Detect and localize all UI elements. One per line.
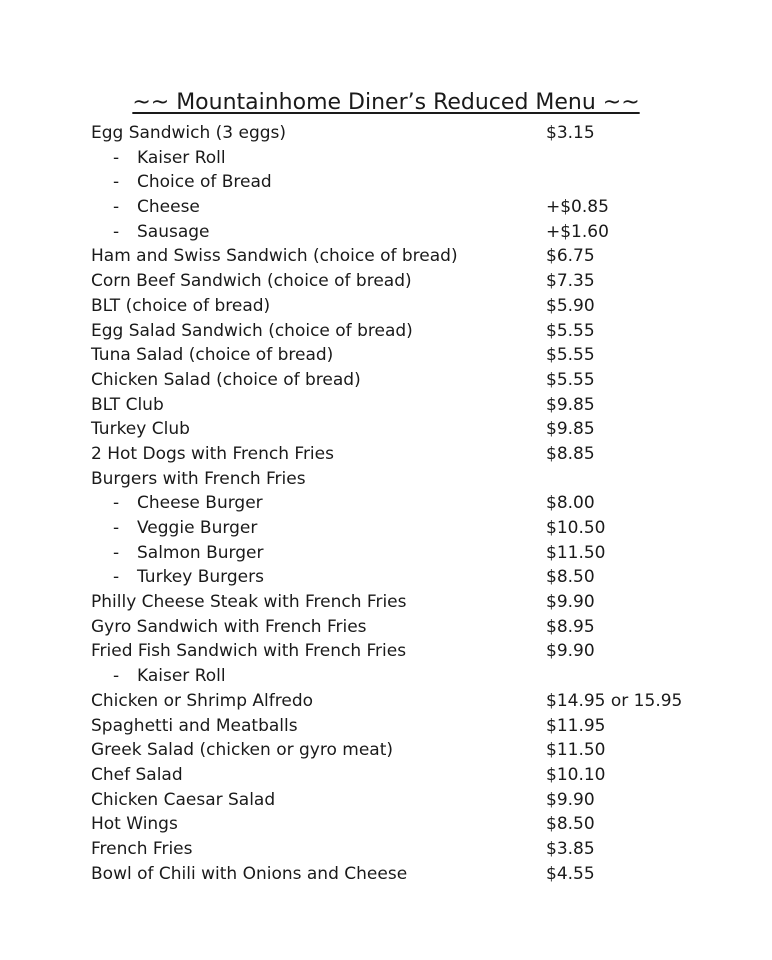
item-price: $9.85 xyxy=(546,419,595,440)
item-price: $7.35 xyxy=(546,271,595,292)
item-name: Corn Beef Sandwich (choice of bread) xyxy=(91,271,412,292)
item-price: $8.50 xyxy=(546,814,595,835)
menu-subitem xyxy=(91,541,731,566)
item-price: $9.90 xyxy=(546,789,595,810)
menu-list xyxy=(91,121,731,886)
subitem-dash: - xyxy=(113,221,120,242)
item-name: Bowl of Chili with Onions and Cheese xyxy=(91,863,408,884)
item-name: Kaiser Roll xyxy=(137,666,226,687)
menu-item xyxy=(91,837,731,862)
item-name: Greek Salad (chicken or gyro meat) xyxy=(91,740,393,761)
menu-item xyxy=(91,269,731,294)
item-price: $5.55 xyxy=(546,369,595,390)
subitem-dash: - xyxy=(113,518,120,538)
item-name: Chef Salad xyxy=(91,764,183,785)
item-name: Burgers with French Fries xyxy=(91,468,306,489)
item-name: BLT (choice of bread) xyxy=(91,295,271,316)
item-price: $5.55 xyxy=(546,320,595,341)
item-price: $3.85 xyxy=(546,838,595,859)
item-price: $11.95 xyxy=(546,715,606,736)
item-price: $5.90 xyxy=(546,295,595,316)
item-name: Turkey Club xyxy=(91,419,190,440)
item-name: Cheese Burger xyxy=(137,493,263,514)
subitem-dash: - xyxy=(113,172,120,193)
item-name: Choice of Bread xyxy=(137,172,272,193)
item-name: Veggie Burger xyxy=(137,518,258,538)
menu-item xyxy=(91,319,731,344)
menu-item xyxy=(91,639,731,664)
menu-subitem xyxy=(91,195,731,220)
item-price: $8.85 xyxy=(546,443,595,464)
menu-title: ~~ Mountainhome Diner’s Reduced Menu ~~ xyxy=(132,90,640,115)
menu-item xyxy=(91,738,731,763)
item-price: +$0.85 xyxy=(546,197,609,218)
menu-item xyxy=(91,467,731,492)
item-name: Kaiser Roll xyxy=(137,147,226,168)
menu-subitem xyxy=(91,516,731,541)
menu-item xyxy=(91,615,731,640)
subitem-dash: - xyxy=(113,567,120,588)
subitem-dash: - xyxy=(113,493,120,514)
menu-subitem xyxy=(91,664,731,689)
item-price: $3.15 xyxy=(546,123,595,143)
item-price: $14.95 or 15.95 xyxy=(546,690,683,711)
menu-item xyxy=(91,343,731,368)
menu-item xyxy=(91,294,731,319)
item-price: $5.55 xyxy=(546,345,595,366)
item-name: Egg Salad Sandwich (choice of bread) xyxy=(91,320,413,341)
item-name: Salmon Burger xyxy=(137,542,264,563)
item-price: $6.75 xyxy=(546,246,595,267)
item-name: French Fries xyxy=(91,838,193,859)
menu-item xyxy=(91,393,731,418)
menu-subitem xyxy=(91,220,731,245)
item-price: $11.50 xyxy=(546,740,606,761)
menu-item xyxy=(91,244,731,269)
menu-item xyxy=(91,689,731,714)
item-price: $9.90 xyxy=(546,592,595,613)
menu-item xyxy=(91,368,731,393)
menu-item xyxy=(91,862,731,887)
item-name: Tuna Salad (choice of bread) xyxy=(91,345,334,366)
subitem-dash: - xyxy=(113,666,120,687)
item-name: Fried Fish Sandwich with French Fries xyxy=(91,641,407,662)
menu-item xyxy=(91,763,731,788)
menu-subitem xyxy=(91,146,731,171)
subitem-dash: - xyxy=(113,147,120,168)
menu-item xyxy=(91,788,731,813)
item-name: Chicken Salad (choice of bread) xyxy=(91,369,361,390)
menu-item xyxy=(91,714,731,739)
item-name: Gyro Sandwich with French Fries xyxy=(91,616,367,637)
item-name: Egg Sandwich (3 eggs) xyxy=(91,123,287,143)
item-name: Hot Wings xyxy=(91,814,178,835)
item-price: $11.50 xyxy=(546,542,606,563)
menu-item xyxy=(91,417,731,442)
subitem-dash: - xyxy=(113,542,120,563)
item-price: $8.95 xyxy=(546,616,595,637)
item-name: Spaghetti and Meatballs xyxy=(91,715,298,736)
item-name: Ham and Swiss Sandwich (choice of bread) xyxy=(91,246,458,267)
menu-item xyxy=(91,812,731,837)
item-price: $8.50 xyxy=(546,567,595,588)
item-price: $4.55 xyxy=(546,863,595,884)
item-price: $9.90 xyxy=(546,641,595,662)
item-name: 2 Hot Dogs with French Fries xyxy=(91,443,334,464)
menu-item xyxy=(91,442,731,467)
menu-subitem xyxy=(91,491,731,516)
item-price: $10.10 xyxy=(546,764,606,785)
item-price: $8.00 xyxy=(546,493,595,514)
item-name: Chicken Caesar Salad xyxy=(91,789,276,810)
item-price: $9.85 xyxy=(546,394,595,415)
menu-subitem xyxy=(91,170,731,195)
item-name: Chicken or Shrimp Alfredo xyxy=(91,690,314,711)
item-price: +$1.60 xyxy=(546,221,609,242)
menu-item xyxy=(91,121,731,146)
item-price: $10.50 xyxy=(546,518,606,538)
item-name: BLT Club xyxy=(91,394,164,415)
subitem-dash: - xyxy=(113,197,120,218)
item-name: Turkey Burgers xyxy=(137,567,264,588)
menu-subitem xyxy=(91,565,731,590)
item-name: Philly Cheese Steak with French Fries xyxy=(91,592,407,613)
item-name: Cheese xyxy=(137,197,200,218)
menu-item xyxy=(91,590,731,615)
item-name: Sausage xyxy=(137,221,210,242)
